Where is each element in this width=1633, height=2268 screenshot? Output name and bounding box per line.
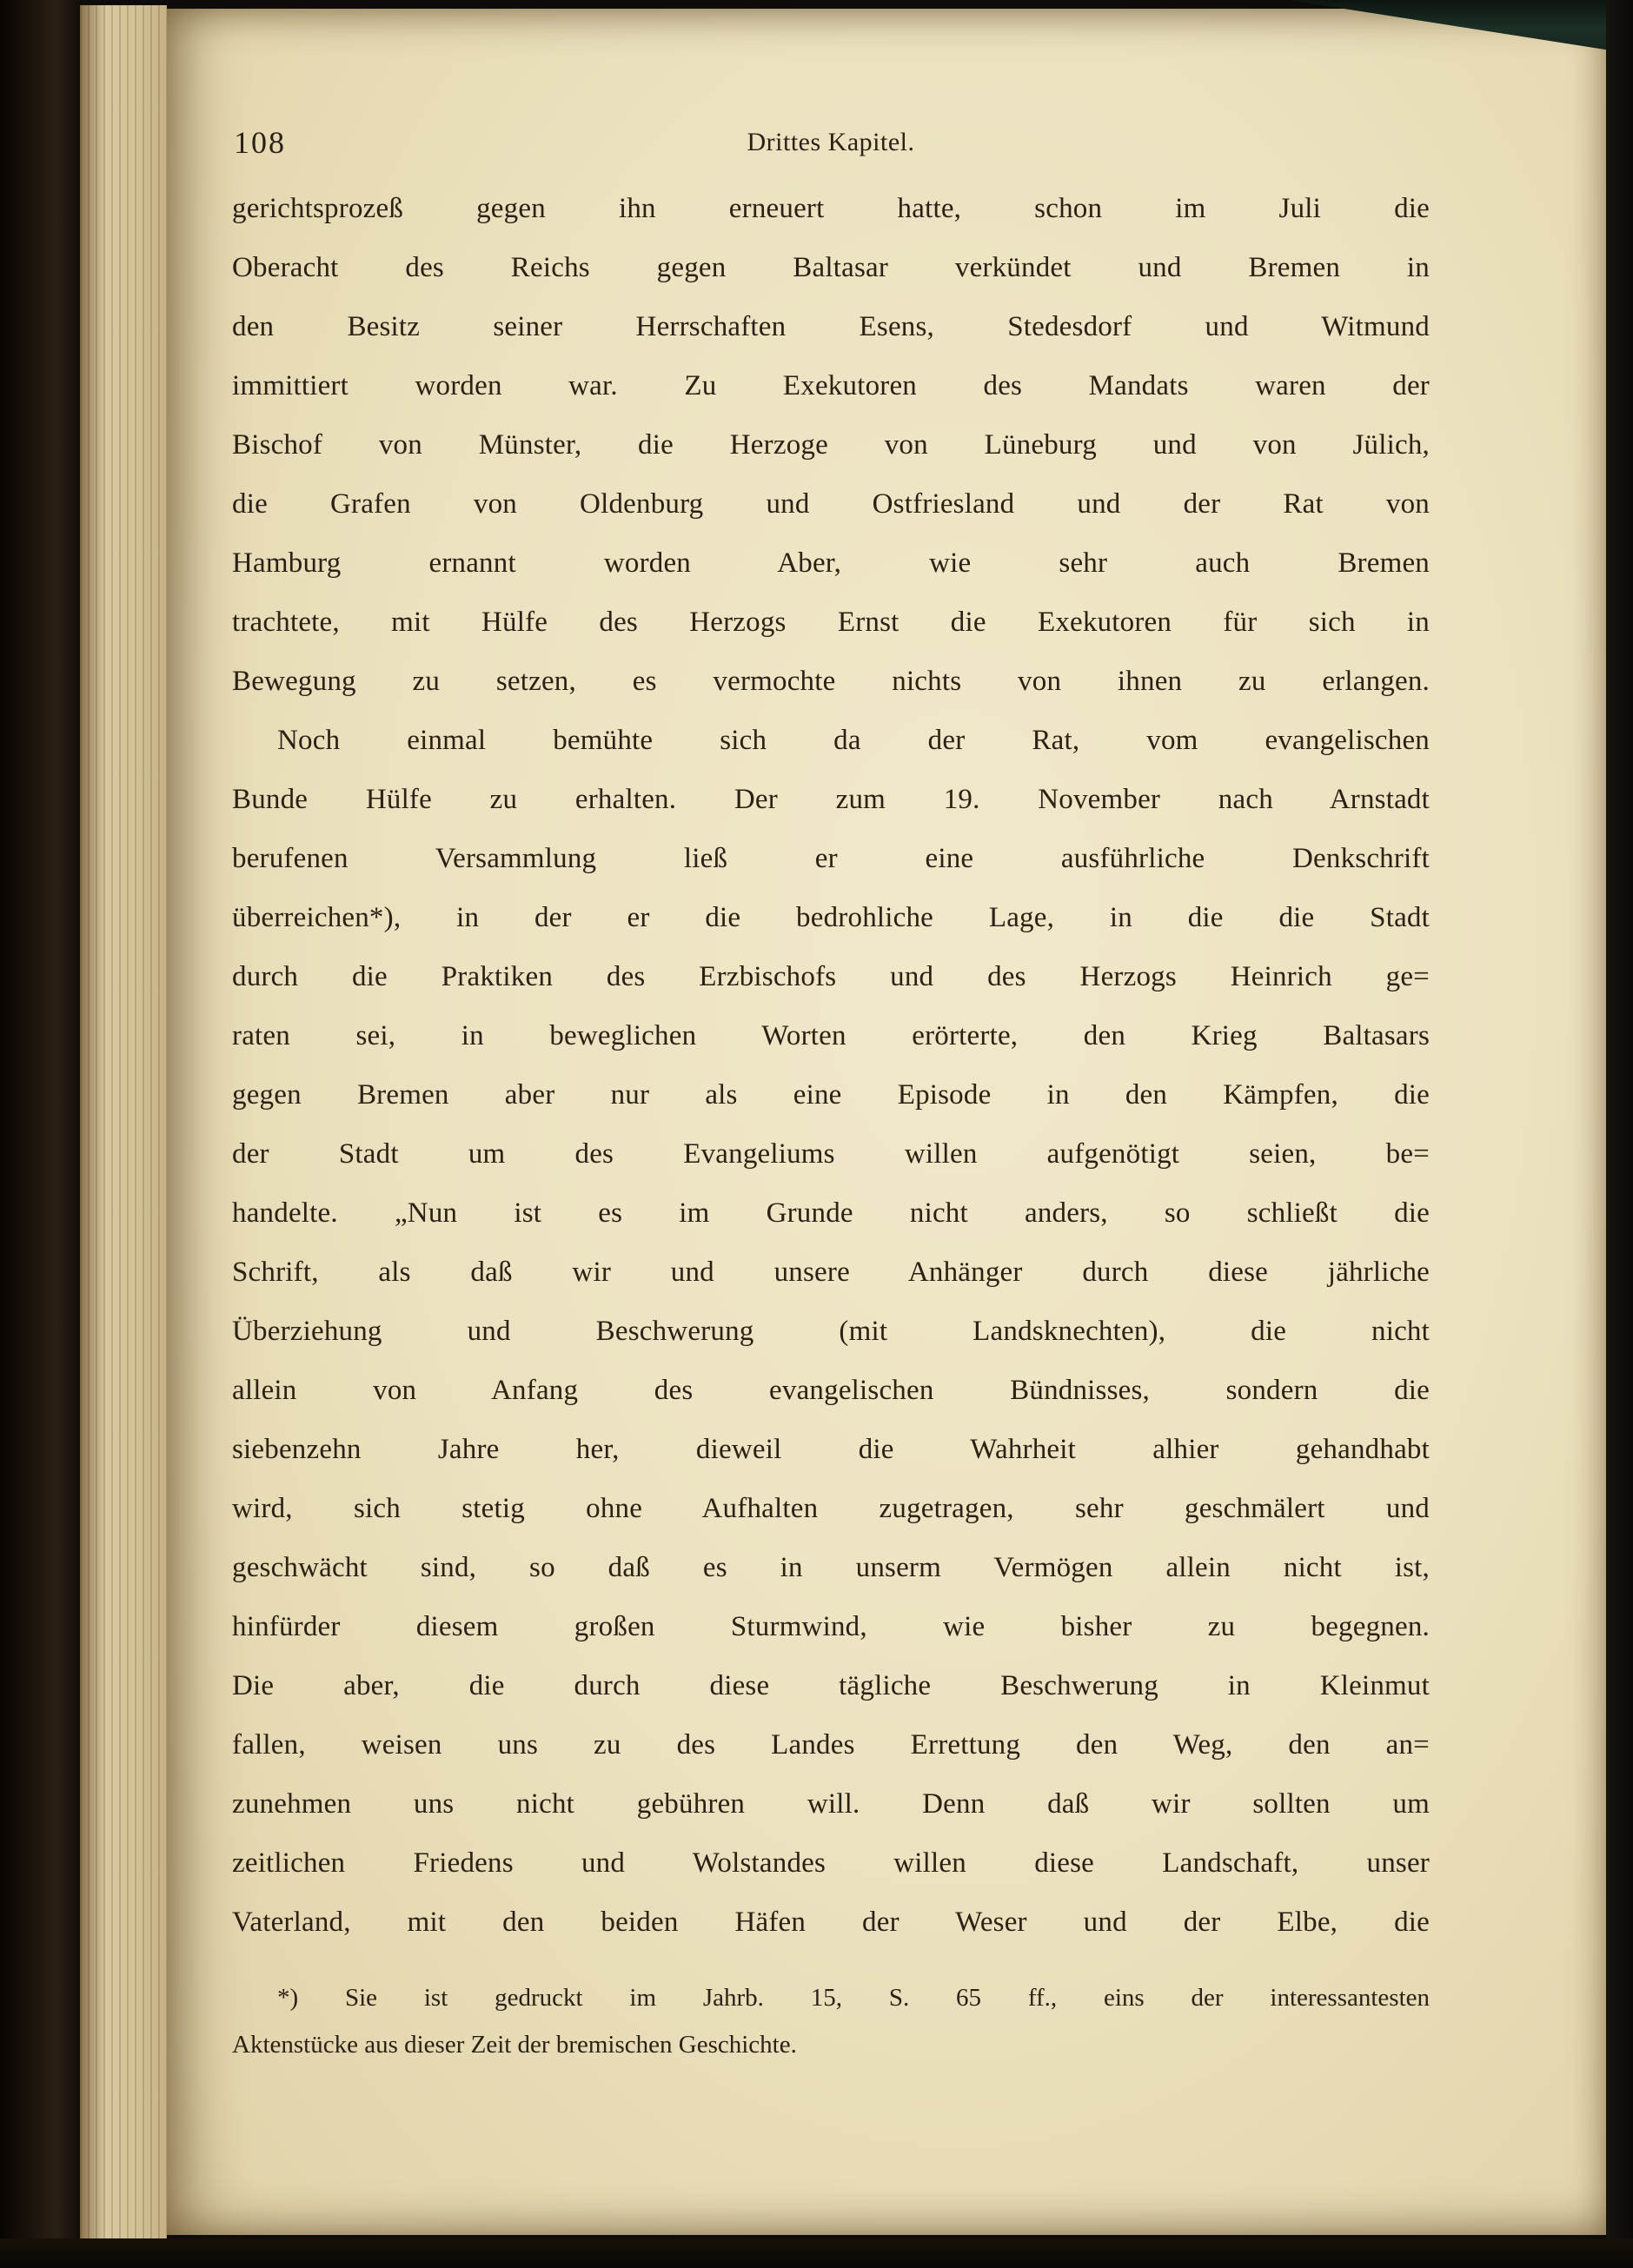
body-text — [232, 179, 1430, 1952]
text-line: den Besitz seiner Herrschaften Esens, Stedesdorf und Witmund — [232, 311, 1430, 342]
book-cover-left — [0, 0, 80, 2268]
text-line: berufenen Versammlung ließ er eine ausführliche Denkschrift — [232, 843, 1430, 874]
text-line: immittiert worden war. Zu Exekutoren des Mandats waren der — [232, 370, 1430, 401]
text-line: Bewegung zu setzen, es vermochte nichts von ihnen zu erlangen. — [232, 666, 1430, 697]
text-line: zunehmen uns nicht gebühren will. Denn daß wir sollten um — [232, 1788, 1430, 1820]
text-line: allein von Anfang des evangelischen Bündnisses, sondern die — [232, 1375, 1430, 1406]
footnote-line: *) Sie ist gedruckt im Jahrb. 15, S. 65 ff., eins der interessantesten — [277, 1984, 1430, 2012]
text-line: handelte. „Nun ist es im Grunde nicht anders, so schließt die — [232, 1197, 1430, 1229]
page-edge-stack — [80, 5, 167, 2258]
text-line: Noch einmal bemühte sich da der Rat, vom evangelischen — [277, 725, 1430, 756]
cover-edge-bottom — [0, 2238, 1633, 2268]
text-line: gegen Bremen aber nur als eine Episode in den Kämpfen, die — [232, 1079, 1430, 1111]
text-line: Die aber, die durch diese tägliche Beschwerung in Kleinmut — [232, 1670, 1430, 1701]
page-header-row — [232, 123, 1430, 162]
text-line: der Stadt um des Evangeliums willen aufgenötigt seien, be= — [232, 1138, 1430, 1170]
text-line: durch die Praktiken des Erzbischofs und des Herzogs Heinrich ge= — [232, 961, 1430, 992]
footnote — [232, 1974, 1430, 2068]
running-header: Drittes Kapitel. — [747, 128, 915, 156]
text-line: gerichtsprozeß gegen ihn erneuert hatte, schon im Juli die — [232, 193, 1430, 224]
text-line: hinfürder diesem großen Sturmwind, wie bisher zu begegnen. — [232, 1611, 1430, 1642]
text-line: Bischof von Münster, die Herzoge von Lüneburg und von Jülich, — [232, 429, 1430, 461]
text-line: siebenzehn Jahre her, dieweil die Wahrheit alhier gehandhabt — [232, 1434, 1430, 1465]
text-line: fallen, weisen uns zu des Landes Errettung den Weg, den an= — [232, 1729, 1430, 1761]
text-line: geschwächt sind, so daß es in unserm Vermögen allein nicht ist, — [232, 1552, 1430, 1583]
text-line: wird, sich stetig ohne Aufhalten zugetragen, sehr geschmälert und — [232, 1493, 1430, 1524]
text-line: trachtete, mit Hülfe des Herzogs Ernst die Exekutoren für sich in — [232, 607, 1430, 638]
text-line: zeitlichen Friedens und Wolstandes willen diese Landschaft, unser — [232, 1847, 1430, 1879]
text-line: überreichen*), in der er die bedrohliche Lage, in die die Stadt — [232, 902, 1430, 933]
text-line: raten sei, in beweglichen Worten erörterte, den Krieg Baltasars — [232, 1020, 1430, 1051]
text-line: Vaterland, mit den beiden Häfen der Weser und der Elbe, die — [232, 1907, 1430, 1938]
text-line: Schrift, als daß wir und unsere Anhänger durch diese jährliche — [232, 1257, 1430, 1288]
book-page — [167, 9, 1606, 2235]
text-line: Bunde Hülfe zu erhalten. Der zum 19. November nach Arnstadt — [232, 784, 1430, 815]
cover-edge-right — [1606, 0, 1633, 2268]
text-line: Hamburg ernannt worden Aber, wie sehr auch Bremen — [232, 547, 1430, 579]
page-number: 108 — [234, 125, 286, 160]
text-line: Oberacht des Reichs gegen Baltasar verkündet und Bremen in — [232, 252, 1430, 283]
text-line: die Grafen von Oldenburg und Ostfriesland und der Rat von — [232, 488, 1430, 520]
footnote-line: Aktenstücke aus dieser Zeit der bremischen Geschichte. — [232, 2031, 797, 2059]
text-line: Überziehung und Beschwerung (mit Landsknechten), die nicht — [232, 1316, 1430, 1347]
